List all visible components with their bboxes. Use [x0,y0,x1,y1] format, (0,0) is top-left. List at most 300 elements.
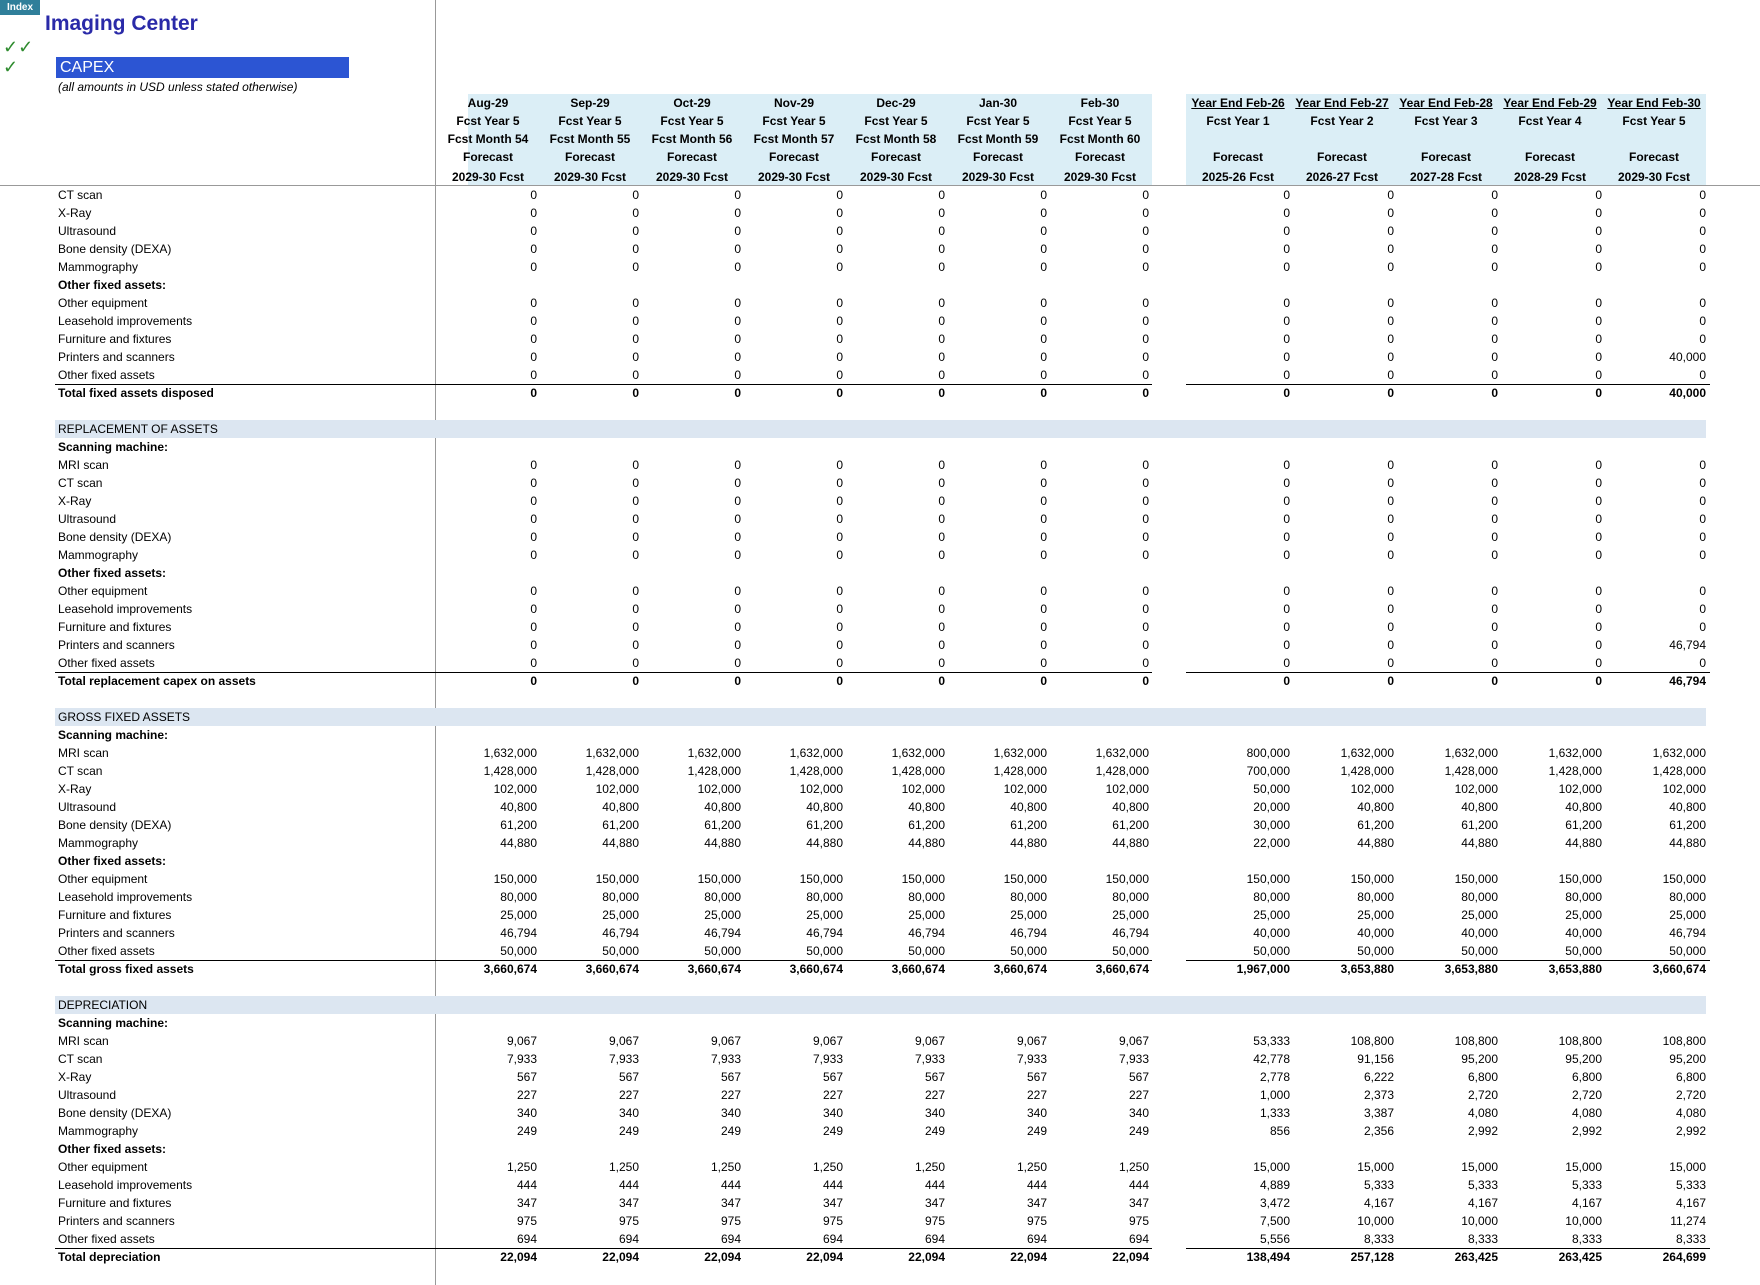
value-cell[interactable]: 9,067 [812,1034,843,1048]
row-label[interactable]: Total gross fixed assets [58,962,194,976]
value-cell[interactable]: 0 [1142,530,1149,544]
value-cell[interactable]: 40,000 [1669,386,1706,400]
value-cell[interactable]: 0 [1142,602,1149,616]
value-cell[interactable]: 0 [734,638,741,652]
value-cell[interactable]: 46,794 [1669,674,1706,688]
value-cell[interactable]: 102,000 [1350,782,1394,796]
value-cell[interactable]: 0 [836,188,843,202]
value-cell[interactable]: 249 [924,1124,945,1138]
value-cell[interactable]: 0 [1040,458,1047,472]
value-cell[interactable]: 0 [632,224,639,238]
value-cell[interactable]: 0 [836,476,843,490]
value-cell[interactable]: 25,000 [908,908,945,922]
value-cell[interactable]: 0 [1595,458,1602,472]
value-cell[interactable]: 856 [1269,1124,1290,1138]
value-cell[interactable]: 3,653,880 [1444,962,1498,976]
value-cell[interactable]: 0 [1595,620,1602,634]
value-cell[interactable]: 95,200 [1669,1052,1706,1066]
value-cell[interactable]: 102,000 [1003,782,1047,796]
row-label[interactable]: Leasehold improvements [58,1178,193,1192]
value-cell[interactable]: 0 [938,332,945,346]
value-cell[interactable]: 0 [938,548,945,562]
value-cell[interactable]: 3,660,674 [1095,962,1149,976]
value-cell[interactable]: 0 [1142,584,1149,598]
value-cell[interactable]: 0 [1699,458,1706,472]
value-cell[interactable]: 0 [1040,602,1047,616]
value-cell[interactable]: 263,425 [1558,1250,1602,1264]
value-cell[interactable]: 0 [836,530,843,544]
row-label[interactable]: Furniture and fixtures [58,332,172,346]
value-cell[interactable]: 694 [618,1232,639,1246]
value-cell[interactable]: 0 [1491,188,1498,202]
value-cell[interactable]: 61,200 [1010,818,1047,832]
value-cell[interactable]: 5,556 [1259,1232,1290,1246]
value-cell[interactable]: 0 [1283,224,1290,238]
value-cell[interactable]: 61,200 [1112,818,1149,832]
value-cell[interactable]: 0 [1491,512,1498,526]
row-label[interactable]: Other equipment [58,296,148,310]
value-cell[interactable]: 1,632,000 [1444,746,1498,760]
value-cell[interactable]: 80,000 [1669,890,1706,904]
value-cell[interactable]: 44,880 [1565,836,1602,850]
value-cell[interactable]: 61,200 [1565,818,1602,832]
value-cell[interactable]: 0 [938,584,945,598]
value-cell[interactable]: 40,800 [908,800,945,814]
value-cell[interactable]: 264,699 [1662,1250,1706,1264]
value-cell[interactable]: 40,800 [1357,800,1394,814]
value-cell[interactable]: 340 [1026,1106,1047,1120]
value-cell[interactable]: 25,000 [1357,908,1394,922]
value-cell[interactable]: 0 [1699,332,1706,346]
value-cell[interactable]: 444 [1026,1178,1047,1192]
value-cell[interactable]: 227 [1026,1088,1047,1102]
value-cell[interactable]: 3,472 [1259,1196,1290,1210]
value-cell[interactable]: 95,200 [1461,1052,1498,1066]
value-cell[interactable]: 0 [938,530,945,544]
value-cell[interactable]: 80,000 [1461,890,1498,904]
value-cell[interactable]: 1,428,000 [585,764,639,778]
value-cell[interactable]: 0 [734,224,741,238]
value-cell[interactable]: 50,000 [1112,944,1149,958]
value-cell[interactable]: 0 [530,494,537,508]
value-cell[interactable]: 9,067 [506,1034,537,1048]
value-cell[interactable]: 0 [530,206,537,220]
value-cell[interactable]: 50,000 [1253,944,1290,958]
value-cell[interactable]: 25,000 [1669,908,1706,922]
value-cell[interactable]: 5,333 [1467,1178,1498,1192]
value-cell[interactable]: 0 [632,638,639,652]
value-cell[interactable]: 0 [530,674,537,688]
value-cell[interactable]: 0 [632,260,639,274]
value-cell[interactable]: 40,800 [1461,800,1498,814]
value-cell[interactable]: 0 [1040,656,1047,670]
value-cell[interactable]: 0 [1387,602,1394,616]
row-label[interactable]: Leasehold improvements [58,890,193,904]
value-cell[interactable]: 0 [530,476,537,490]
value-cell[interactable]: 50,000 [602,944,639,958]
row-label[interactable]: Printers and scanners [58,926,175,940]
value-cell[interactable]: 3,660,674 [687,962,741,976]
value-cell[interactable]: 61,200 [1461,818,1498,832]
value-cell[interactable]: 25,000 [1253,908,1290,922]
value-cell[interactable]: 340 [822,1106,843,1120]
value-cell[interactable]: 0 [1595,656,1602,670]
value-cell[interactable]: 0 [1142,260,1149,274]
value-cell[interactable]: 0 [1491,350,1498,364]
value-cell[interactable]: 0 [938,350,945,364]
value-cell[interactable]: 0 [1595,602,1602,616]
value-cell[interactable]: 0 [1283,638,1290,652]
value-cell[interactable]: 108,800 [1662,1034,1706,1048]
value-cell[interactable]: 0 [1142,494,1149,508]
value-cell[interactable]: 1,632,000 [1340,746,1394,760]
value-cell[interactable]: 347 [516,1196,537,1210]
value-cell[interactable]: 0 [632,548,639,562]
value-cell[interactable]: 1,428,000 [1095,764,1149,778]
value-cell[interactable]: 102,000 [697,782,741,796]
value-cell[interactable]: 1,333 [1259,1106,1290,1120]
value-cell[interactable]: 0 [938,314,945,328]
value-cell[interactable]: 0 [1142,206,1149,220]
value-cell[interactable]: 50,000 [500,944,537,958]
value-cell[interactable]: 0 [1595,242,1602,256]
value-cell[interactable]: 975 [516,1214,537,1228]
value-cell[interactable]: 0 [1699,296,1706,310]
value-cell[interactable]: 40,000 [1357,926,1394,940]
value-cell[interactable]: 150,000 [1105,872,1149,886]
value-cell[interactable]: 80,000 [806,890,843,904]
value-cell[interactable]: 0 [1283,656,1290,670]
row-label[interactable]: Other fixed assets [58,368,155,382]
value-cell[interactable]: 975 [720,1214,741,1228]
value-cell[interactable]: 1,428,000 [1652,764,1706,778]
value-cell[interactable]: 249 [822,1124,843,1138]
value-cell[interactable]: 0 [632,602,639,616]
row-label[interactable]: GROSS FIXED ASSETS [58,710,191,724]
value-cell[interactable]: 1,250 [812,1160,843,1174]
value-cell[interactable]: 80,000 [908,890,945,904]
value-cell[interactable]: 975 [924,1214,945,1228]
value-cell[interactable]: 227 [924,1088,945,1102]
value-cell[interactable]: 8,333 [1571,1232,1602,1246]
value-cell[interactable]: 25,000 [1112,908,1149,922]
row-label[interactable]: Scanning machine: [58,1016,169,1030]
value-cell[interactable]: 80,000 [1357,890,1394,904]
value-cell[interactable]: 25,000 [602,908,639,922]
value-cell[interactable]: 7,933 [710,1052,741,1066]
value-cell[interactable]: 0 [530,656,537,670]
value-cell[interactable]: 0 [1595,674,1602,688]
value-cell[interactable]: 25,000 [1565,908,1602,922]
value-cell[interactable]: 2,992 [1675,1124,1706,1138]
value-cell[interactable]: 1,428,000 [789,764,843,778]
value-cell[interactable]: 0 [530,620,537,634]
value-cell[interactable]: 0 [1699,206,1706,220]
value-cell[interactable]: 0 [1491,494,1498,508]
value-cell[interactable]: 46,794 [704,926,741,940]
value-cell[interactable]: 0 [1040,674,1047,688]
value-cell[interactable]: 50,000 [908,944,945,958]
value-cell[interactable]: 0 [632,512,639,526]
value-cell[interactable]: 0 [1040,476,1047,490]
value-cell[interactable]: 80,000 [602,890,639,904]
value-cell[interactable]: 25,000 [500,908,537,922]
value-cell[interactable]: 0 [1595,530,1602,544]
value-cell[interactable]: 3,660,674 [789,962,843,976]
value-cell[interactable]: 0 [836,206,843,220]
row-label[interactable]: Leasehold improvements [58,602,193,616]
value-cell[interactable]: 25,000 [1010,908,1047,922]
value-cell[interactable]: 102,000 [1105,782,1149,796]
value-cell[interactable]: 0 [1387,476,1394,490]
value-cell[interactable]: 0 [836,458,843,472]
value-cell[interactable]: 1,632,000 [1652,746,1706,760]
value-cell[interactable]: 15,000 [1565,1160,1602,1174]
value-cell[interactable]: 44,880 [1461,836,1498,850]
value-cell[interactable]: 108,800 [1558,1034,1602,1048]
value-cell[interactable]: 0 [1040,638,1047,652]
value-cell[interactable]: 0 [938,494,945,508]
value-cell[interactable]: 0 [530,602,537,616]
value-cell[interactable]: 108,800 [1350,1034,1394,1048]
value-cell[interactable]: 22,000 [1253,836,1290,850]
value-cell[interactable]: 0 [836,638,843,652]
value-cell[interactable]: 444 [924,1178,945,1192]
value-cell[interactable]: 0 [938,674,945,688]
row-label[interactable]: CT scan [58,188,103,202]
value-cell[interactable]: 0 [632,476,639,490]
row-label[interactable]: Other fixed assets [58,944,155,958]
value-cell[interactable]: 22,094 [1112,1250,1149,1264]
value-cell[interactable]: 0 [1387,494,1394,508]
value-cell[interactable]: 0 [1595,386,1602,400]
value-cell[interactable]: 0 [1387,512,1394,526]
value-cell[interactable]: 0 [1595,188,1602,202]
value-cell[interactable]: 0 [1040,368,1047,382]
value-cell[interactable]: 0 [1387,656,1394,670]
value-cell[interactable]: 975 [1026,1214,1047,1228]
value-cell[interactable]: 0 [836,224,843,238]
value-cell[interactable]: 975 [1128,1214,1149,1228]
value-cell[interactable]: 5,333 [1675,1178,1706,1192]
value-cell[interactable]: 2,720 [1571,1088,1602,1102]
value-cell[interactable]: 249 [720,1124,741,1138]
value-cell[interactable]: 22,094 [806,1250,843,1264]
value-cell[interactable]: 2,373 [1363,1088,1394,1102]
value-cell[interactable]: 0 [1699,476,1706,490]
value-cell[interactable]: 20,000 [1253,800,1290,814]
value-cell[interactable]: 0 [1283,494,1290,508]
value-cell[interactable]: 0 [734,584,741,598]
value-cell[interactable]: 0 [1387,242,1394,256]
row-label[interactable]: Scanning machine: [58,728,169,742]
value-cell[interactable]: 0 [1387,386,1394,400]
value-cell[interactable]: 0 [1283,584,1290,598]
value-cell[interactable]: 0 [1142,638,1149,652]
value-cell[interactable]: 50,000 [704,944,741,958]
value-cell[interactable]: 0 [1699,548,1706,562]
value-cell[interactable]: 0 [836,242,843,256]
row-label[interactable]: CT scan [58,476,103,490]
value-cell[interactable]: 46,794 [908,926,945,940]
value-cell[interactable]: 0 [1699,656,1706,670]
value-cell[interactable]: 0 [1595,584,1602,598]
value-cell[interactable]: 0 [1040,530,1047,544]
row-label[interactable]: Bone density (DEXA) [58,242,172,256]
row-label[interactable]: X-Ray [58,782,92,796]
value-cell[interactable]: 61,200 [1357,818,1394,832]
value-cell[interactable]: 0 [1491,584,1498,598]
value-cell[interactable]: 0 [632,494,639,508]
value-cell[interactable]: 0 [1699,512,1706,526]
row-label[interactable]: CT scan [58,1052,103,1066]
value-cell[interactable]: 0 [632,620,639,634]
value-cell[interactable]: 340 [618,1106,639,1120]
value-cell[interactable]: 0 [938,638,945,652]
value-cell[interactable]: 4,080 [1675,1106,1706,1120]
value-cell[interactable]: 46,794 [806,926,843,940]
value-cell[interactable]: 15,000 [1357,1160,1394,1174]
value-cell[interactable]: 0 [530,512,537,526]
value-cell[interactable]: 0 [1387,332,1394,346]
value-cell[interactable]: 0 [1491,260,1498,274]
row-label[interactable]: MRI scan [58,1034,109,1048]
value-cell[interactable]: 61,200 [500,818,537,832]
value-cell[interactable]: 10,000 [1565,1214,1602,1228]
value-cell[interactable]: 0 [1387,548,1394,562]
value-cell[interactable]: 1,000 [1259,1088,1290,1102]
value-cell[interactable]: 6,222 [1363,1070,1394,1084]
value-cell[interactable]: 0 [938,242,945,256]
value-cell[interactable]: 0 [632,242,639,256]
value-cell[interactable]: 80,000 [1112,890,1149,904]
value-cell[interactable]: 444 [720,1178,741,1192]
value-cell[interactable]: 15,000 [1669,1160,1706,1174]
value-cell[interactable]: 0 [1491,548,1498,562]
value-cell[interactable]: 0 [1040,386,1047,400]
row-label[interactable]: Other fixed assets: [58,278,167,292]
value-cell[interactable]: 0 [1595,332,1602,346]
value-cell[interactable]: 975 [618,1214,639,1228]
value-cell[interactable]: 800,000 [1246,746,1290,760]
value-cell[interactable]: 0 [1387,206,1394,220]
value-cell[interactable]: 95,200 [1565,1052,1602,1066]
value-cell[interactable]: 567 [822,1070,843,1084]
value-cell[interactable]: 40,000 [1461,926,1498,940]
row-label[interactable]: Furniture and fixtures [58,1196,172,1210]
value-cell[interactable]: 340 [516,1106,537,1120]
value-cell[interactable]: 0 [530,386,537,400]
value-cell[interactable]: 0 [1283,350,1290,364]
value-cell[interactable]: 3,660,674 [585,962,639,976]
value-cell[interactable]: 347 [924,1196,945,1210]
value-cell[interactable]: 9,067 [914,1034,945,1048]
value-cell[interactable]: 347 [822,1196,843,1210]
value-cell[interactable]: 263,425 [1454,1250,1498,1264]
value-cell[interactable]: 0 [1142,620,1149,634]
value-cell[interactable]: 0 [1491,458,1498,472]
value-cell[interactable]: 44,880 [1010,836,1047,850]
value-cell[interactable]: 40,800 [1112,800,1149,814]
value-cell[interactable]: 0 [734,674,741,688]
value-cell[interactable]: 44,880 [704,836,741,850]
value-cell[interactable]: 1,632,000 [687,746,741,760]
value-cell[interactable]: 40,800 [1669,800,1706,814]
row-label[interactable]: Other equipment [58,872,148,886]
row-label[interactable]: Ultrasound [58,800,117,814]
value-cell[interactable]: 0 [632,332,639,346]
value-cell[interactable]: 150,000 [1003,872,1047,886]
value-cell[interactable]: 0 [1387,314,1394,328]
value-cell[interactable]: 0 [1040,296,1047,310]
value-cell[interactable]: 0 [632,674,639,688]
index-tab[interactable]: Index [0,0,40,15]
value-cell[interactable]: 4,889 [1259,1178,1290,1192]
value-cell[interactable]: 0 [1040,350,1047,364]
value-cell[interactable]: 444 [516,1178,537,1192]
value-cell[interactable]: 3,387 [1363,1106,1394,1120]
row-label[interactable]: REPLACEMENT OF ASSETS [58,422,218,436]
value-cell[interactable]: 0 [530,188,537,202]
value-cell[interactable]: 0 [734,368,741,382]
value-cell[interactable]: 0 [1699,260,1706,274]
value-cell[interactable]: 0 [1699,188,1706,202]
value-cell[interactable]: 1,428,000 [1444,764,1498,778]
value-cell[interactable]: 0 [1491,638,1498,652]
value-cell[interactable]: 0 [1595,494,1602,508]
value-cell[interactable]: 0 [1283,242,1290,256]
value-cell[interactable]: 0 [938,512,945,526]
value-cell[interactable]: 1,428,000 [483,764,537,778]
value-cell[interactable]: 0 [1387,188,1394,202]
value-cell[interactable]: 0 [1491,206,1498,220]
value-cell[interactable]: 9,067 [608,1034,639,1048]
value-cell[interactable]: 0 [530,584,537,598]
value-cell[interactable]: 0 [530,296,537,310]
value-cell[interactable]: 0 [1142,368,1149,382]
value-cell[interactable]: 22,094 [704,1250,741,1264]
value-cell[interactable]: 0 [734,458,741,472]
row-label[interactable]: Printers and scanners [58,350,175,364]
value-cell[interactable]: 0 [1491,602,1498,616]
value-cell[interactable]: 0 [938,620,945,634]
value-cell[interactable]: 0 [938,368,945,382]
value-cell[interactable]: 0 [530,548,537,562]
value-cell[interactable]: 0 [734,530,741,544]
value-cell[interactable]: 567 [1128,1070,1149,1084]
value-cell[interactable]: 8,333 [1467,1232,1498,1246]
value-cell[interactable]: 0 [1491,530,1498,544]
value-cell[interactable]: 694 [516,1232,537,1246]
value-cell[interactable]: 0 [1491,224,1498,238]
value-cell[interactable]: 7,933 [812,1052,843,1066]
value-cell[interactable]: 44,880 [1112,836,1149,850]
value-cell[interactable]: 0 [1595,350,1602,364]
value-cell[interactable]: 0 [1040,242,1047,256]
value-cell[interactable]: 3,660,674 [891,962,945,976]
row-label[interactable]: Other equipment [58,584,148,598]
value-cell[interactable]: 46,794 [1112,926,1149,940]
value-cell[interactable]: 0 [1040,512,1047,526]
value-cell[interactable]: 249 [1128,1124,1149,1138]
value-cell[interactable]: 1,250 [1118,1160,1149,1174]
value-cell[interactable]: 340 [720,1106,741,1120]
value-cell[interactable]: 150,000 [1558,872,1602,886]
value-cell[interactable]: 0 [1283,314,1290,328]
value-cell[interactable]: 46,794 [500,926,537,940]
row-label[interactable]: Other equipment [58,1160,148,1174]
value-cell[interactable]: 340 [924,1106,945,1120]
